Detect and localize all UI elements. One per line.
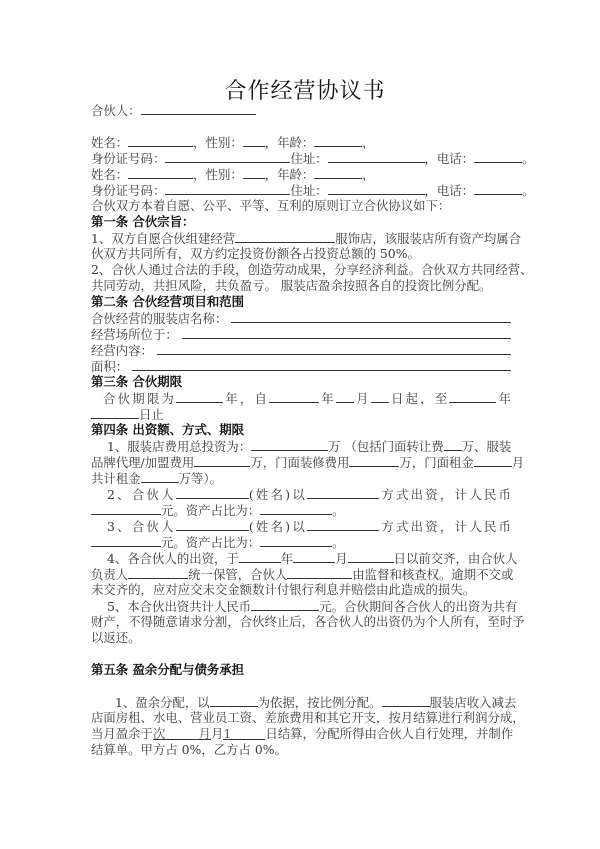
blank-field[interactable] [260, 534, 332, 547]
article1-para2: 2、合伙人通过合法的手段，创造劳动成果，分享经济利益。合伙双方共同经营、 [91, 262, 533, 277]
article4-para3 [91, 518, 511, 534]
article1-heading: 第一条 合伙宗旨： [91, 214, 195, 229]
label: 合伙经营的服装店名称： [91, 311, 228, 326]
blank-field[interactable] [182, 326, 511, 339]
text: 方式出资，计人民币 [379, 487, 512, 502]
text: 年 [319, 391, 336, 406]
blank-field[interactable] [91, 534, 161, 547]
article4-para4-cont [91, 566, 514, 582]
label: ，性别： [193, 135, 243, 150]
article4-para4 [91, 550, 518, 566]
article4-para4-cont2: 未交齐的，应对应交未交金额数计付银行利息并赔偿由此造成的损失。 [91, 582, 476, 597]
article4-para1-cont [91, 454, 525, 470]
label: ，性别： [193, 167, 243, 182]
person2-name-line [91, 166, 511, 182]
article5-para1 [91, 694, 517, 710]
text: 。 [332, 503, 345, 518]
blank-field[interactable] [474, 182, 522, 195]
blank-field[interactable] [243, 134, 265, 147]
text: 1、双方自愿合伙组建经营 [91, 231, 236, 246]
document-body [91, 102, 535, 758]
blank-field[interactable] [474, 454, 512, 467]
label: 。 [522, 183, 535, 198]
blank-field[interactable] [132, 358, 511, 371]
label: 合伙人： [91, 103, 141, 118]
text: 2、合伙人 [107, 487, 176, 502]
text: 合伙期限为 [103, 391, 177, 406]
blank-field[interactable] [349, 454, 399, 467]
label: ，电话： [424, 183, 475, 198]
label: ， [362, 167, 375, 182]
blank-field[interactable] [194, 454, 250, 467]
blank-field[interactable] [269, 390, 319, 403]
blank-field[interactable] [444, 438, 462, 451]
text: 日结算，分配所得由合伙人自行处理，并制作 [265, 726, 514, 741]
text: (姓名)以 [248, 519, 308, 534]
text: 年，自 [223, 391, 270, 406]
text: 月 [335, 551, 348, 566]
blank-field[interactable] [314, 166, 362, 179]
blank-field[interactable] [235, 230, 335, 243]
text: 。 [332, 535, 345, 550]
blank-field[interactable] [314, 134, 362, 147]
blank-field[interactable] [251, 438, 328, 451]
text: 品牌代理/加盟费用 [91, 455, 195, 470]
article5-heading: 第五条 盈余分配与债务承担 [91, 662, 245, 677]
person2-id-line [91, 182, 535, 198]
store-name-line [91, 310, 511, 326]
label: ，年龄： [264, 135, 315, 150]
label: 经营内容： [91, 343, 153, 358]
label: 经营场所位于： [91, 327, 178, 342]
blank-field[interactable] [371, 390, 389, 403]
blank-field[interactable] [307, 518, 379, 531]
article5-para1-cont3: 结算单。甲方占 0%，乙方占 0%。 [91, 742, 287, 757]
label: 住址： [290, 151, 328, 166]
article4-para5-cont2: 以返还。 [91, 630, 141, 645]
blank-field[interactable] [176, 390, 223, 403]
person1-id-line [91, 150, 535, 166]
article4-para2 [91, 486, 511, 502]
article3-heading: 第三条 合伙期限 [91, 374, 183, 389]
blank-field[interactable] [231, 310, 511, 323]
text: 方式出资，计人民币 [379, 519, 512, 534]
article4-para3-cont [91, 534, 511, 550]
article4-para5-cont: 财产，不得随意请求分割，合伙终止后，各合伙人的出资仍为个人所有，至时予 [91, 614, 525, 629]
blank-field[interactable] [348, 550, 394, 563]
article5-para1-cont2 [91, 726, 514, 742]
label: 身份证号码： [91, 151, 166, 166]
text: 月 [210, 726, 224, 741]
article5-para1-cont: 店面房租、水电、营业员工资、差旅费用和其它开支，按月结算进行利润分成， [91, 710, 525, 725]
label: 姓名： [91, 167, 129, 182]
blank-field[interactable] [287, 566, 352, 579]
area-line [91, 358, 511, 374]
blank-field[interactable] [328, 150, 425, 163]
text: 月 [353, 391, 371, 406]
article1-para1-cont: 伙双方共同所有，双方约定投资份额各占投资总额的 50%。 [91, 246, 420, 261]
blank-field[interactable] [91, 502, 161, 515]
blank-field[interactable] [141, 102, 256, 115]
article4-para1-cont2 [91, 470, 511, 486]
article4-para1 [91, 438, 511, 454]
text: 负责人 [91, 567, 129, 582]
blank-field[interactable] [176, 518, 249, 531]
blank-field[interactable] [91, 406, 139, 419]
blank-field[interactable] [293, 550, 335, 563]
text: 日以前交齐，由合伙人 [393, 551, 518, 566]
text: 万，门面装修费用 [250, 455, 350, 470]
blank-field[interactable] [243, 166, 265, 179]
blank-field[interactable] [128, 134, 193, 147]
label: ，电话： [424, 151, 475, 166]
blank-field[interactable] [141, 470, 179, 483]
text: 为依据，按比例分配。 [257, 695, 382, 710]
filled-field-day[interactable]: 1 [223, 727, 265, 740]
article1-para1 [91, 230, 522, 246]
text: 月 [511, 455, 525, 470]
text: 服饰店，该服装店所有资产均属合 [335, 231, 522, 246]
text: 万 （包括门面转让费 [328, 439, 444, 454]
blank-field[interactable] [307, 486, 379, 499]
text: 元。合伙期间各合伙人的出资为共有 [319, 599, 518, 614]
blank-field[interactable] [449, 390, 496, 403]
text: 1、盈余分配，以 [115, 695, 210, 710]
article4-para2-cont [91, 502, 511, 518]
blank-field[interactable] [128, 166, 193, 179]
partner-line [91, 102, 511, 118]
label: 住址： [290, 183, 328, 198]
intro-text: 合伙双方本着自愿、公平、平等、互利的原则订立合伙协议如下： [91, 198, 451, 213]
blank-field[interactable] [474, 150, 522, 163]
filled-field-next-month[interactable]: 次月 [152, 726, 211, 741]
document-title: 合作经营协议书 [224, 79, 386, 104]
text: 日起，至 [388, 391, 450, 406]
blank-field[interactable] [336, 390, 354, 403]
article2-heading: 第二条 合伙经营项目和范围 [91, 294, 245, 309]
term-line [91, 390, 511, 406]
label: 面积： [91, 359, 129, 374]
label: ，年龄： [264, 167, 315, 182]
blank-field[interactable] [176, 486, 249, 499]
text: 万、服装 [461, 439, 512, 454]
text: 服装店收入减去 [429, 695, 517, 710]
blank-field[interactable] [128, 566, 188, 579]
blank-field[interactable] [210, 694, 258, 707]
text: 年 [496, 391, 512, 406]
location-line [91, 326, 511, 342]
text: 4、各合伙人的出资，于 [107, 551, 239, 566]
article4-heading: 第四条 出资额、方式、期限 [91, 422, 245, 437]
text: 元。资产占比为： [161, 535, 261, 550]
text: (姓名)以 [248, 487, 308, 502]
blank-field[interactable] [157, 342, 511, 355]
article4-para5 [91, 598, 518, 614]
term-line-cont [91, 406, 511, 422]
text: 1、服装店费用总投资为： [107, 439, 252, 454]
blank-field[interactable] [251, 598, 319, 611]
text: 年 [280, 551, 294, 566]
text: 3、合伙人 [107, 519, 176, 534]
label: ， [362, 135, 375, 150]
text: 元。资产占比为： [161, 503, 261, 518]
person1-name-line [91, 134, 511, 150]
text: 日止 [139, 407, 164, 422]
label: 姓名： [91, 135, 129, 150]
text: 共计租金 [91, 471, 141, 486]
text: 5、本合伙出资共计人民币 [107, 599, 252, 614]
blank-field[interactable] [382, 694, 430, 707]
text: 统一保管，合伙人 [188, 567, 288, 582]
blank-field[interactable] [260, 502, 332, 515]
label: 身份证号码： [91, 183, 166, 198]
blank-field[interactable] [328, 182, 425, 195]
blank-field[interactable] [165, 182, 290, 195]
text: 当月盈余于 [91, 726, 153, 741]
text: 万，门面租金 [399, 455, 474, 470]
label: 。 [522, 151, 535, 166]
blank-field[interactable] [165, 150, 290, 163]
text: 万等）。 [178, 471, 222, 486]
article1-para2-cont: 共同劳动，共担风险，共负盈亏。 服装店盈余按照各自的投资比例分配。 [91, 278, 492, 293]
blank-field[interactable] [239, 550, 281, 563]
text: 由监督和核查权。逾期不交或 [352, 567, 514, 582]
content-line [91, 342, 511, 358]
